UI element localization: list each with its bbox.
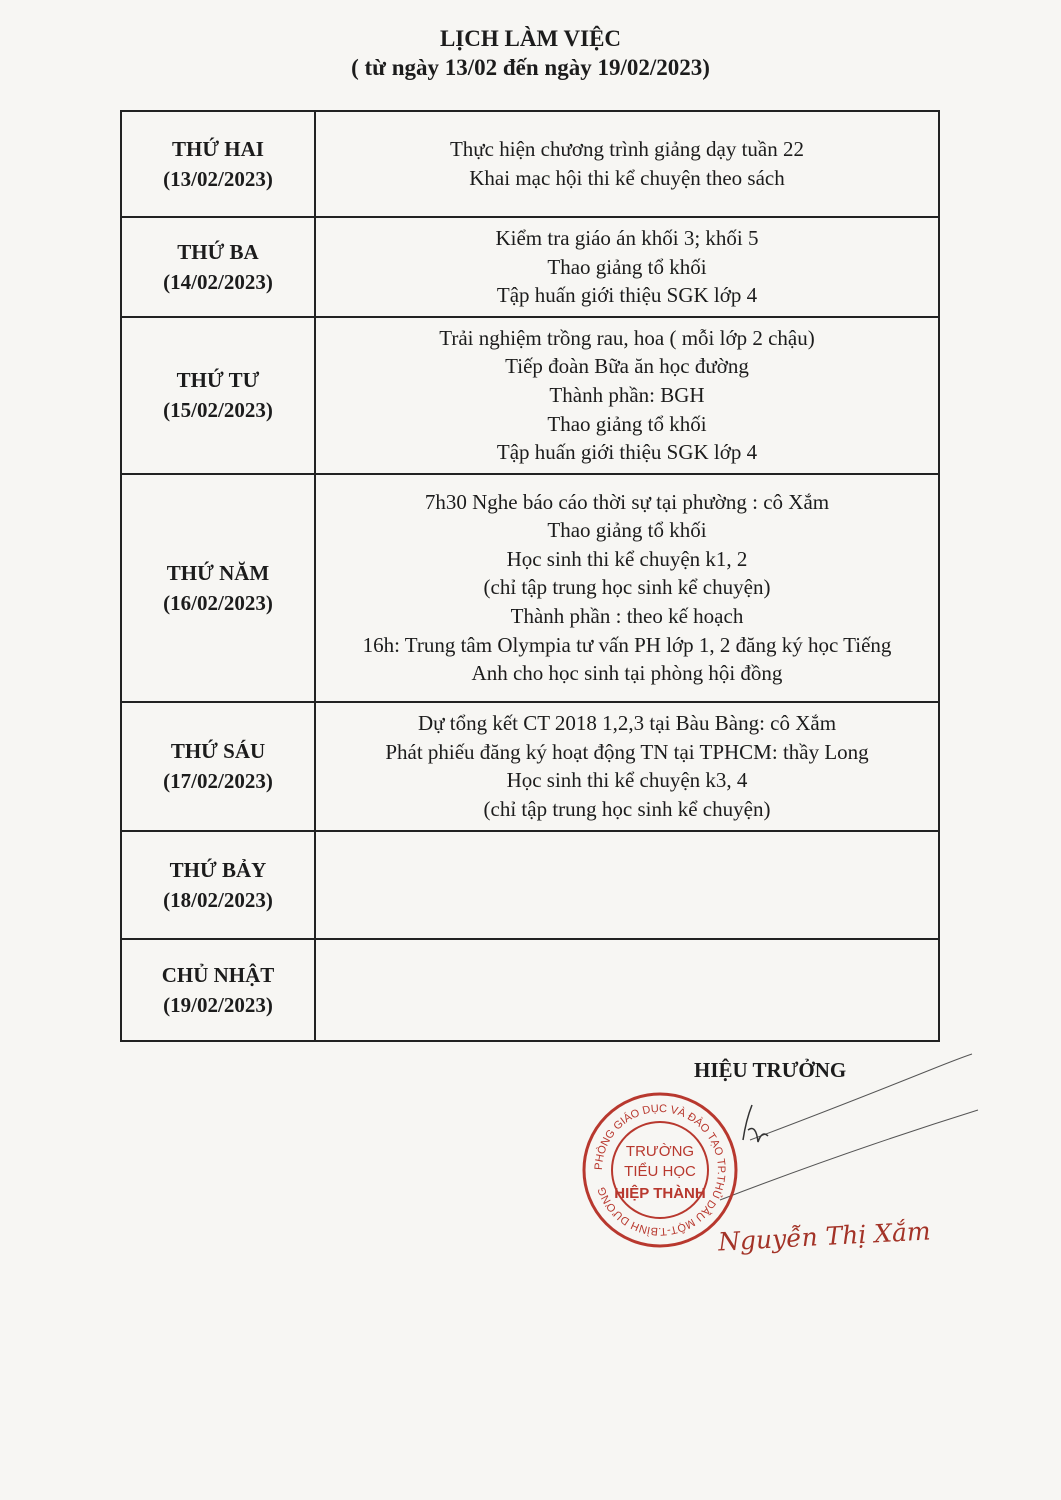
task-line: Học sinh thi kể chuyện k3, 4: [506, 768, 748, 793]
day-cell: [121, 702, 315, 831]
day-name: THỨ TƯ: [176, 368, 260, 393]
schedule-table: [120, 110, 940, 1042]
task-line: Thao giảng tổ khối: [547, 518, 707, 543]
tasks-cell: [315, 217, 939, 317]
day-cell: [121, 111, 315, 217]
signature-block: [560, 1050, 980, 1300]
schedule-row: [121, 111, 939, 217]
task-line: 16h: Trung tâm Olympia tư vấn PH lớp 1, 2 đăng ký học Tiếng: [362, 632, 892, 657]
day-name: THỨ HAI: [172, 137, 264, 161]
task-line: Dự tổng kết CT 2018 1,2,3 tại Bàu Bàng: cô Xắm: [417, 711, 837, 736]
stamp-ring-text: PHÒNG GIÁO DỤC VÀ ĐÀO TẠO TP.THỦ DẦU MỘT-T.BÌNH DƯƠNG: [592, 1102, 728, 1238]
day-date: (15/02/2023): [163, 398, 273, 423]
task-line: Học sinh thi kể chuyện k1, 2: [506, 546, 748, 571]
day-name: THỨ SÁU: [170, 739, 266, 764]
schedule-row: [121, 317, 939, 474]
task-line: (chỉ tập trung học sinh kể chuyện): [483, 796, 771, 821]
day-cell: [121, 317, 315, 474]
day-date: (17/02/2023): [163, 769, 273, 794]
principal-signature-name: Nguyễn Thị Xắm: [717, 1216, 932, 1257]
task-line: Tiếp đoàn Bữa ăn học đường: [505, 354, 749, 379]
task-line: Thực hiện chương trình giảng dạy tuần 22: [449, 137, 805, 162]
document-title: LỊCH LÀM VIỆC: [439, 26, 622, 51]
task-line: Tập huấn giới thiệu SGK lớp 4: [496, 440, 758, 465]
tasks-cell: [315, 831, 939, 939]
day-date: (18/02/2023): [163, 887, 273, 912]
task-line: Thành phần : theo kế hoạch: [510, 604, 744, 629]
stamp-line-2: TIỂU HỌC: [624, 1163, 696, 1180]
day-name: THỨ BẢY: [169, 857, 267, 882]
tasks-cell: [315, 317, 939, 474]
task-line: Thao giảng tổ khối: [547, 254, 707, 279]
task-line: Trải nghiệm trồng rau, hoa ( mỗi lớp 2 chậu): [439, 325, 815, 350]
school-stamp: [580, 1090, 740, 1250]
schedule-row: [121, 702, 939, 831]
task-line: Kiểm tra giáo án khối 3; khối 5: [495, 226, 759, 250]
task-line: Thành phần: BGH: [549, 382, 705, 407]
day-date: (16/02/2023): [163, 590, 273, 615]
day-date: (14/02/2023): [163, 269, 273, 294]
task-line: Anh cho học sinh tại phòng hội đồng: [471, 661, 783, 686]
day-cell: [121, 939, 315, 1041]
day-name: CHỦ NHẬT: [161, 962, 275, 987]
task-line: Khai mạc hội thi kể chuyện theo sách: [469, 166, 785, 190]
stamp-line-3: HIỆP THÀNH: [614, 1185, 706, 1202]
task-line: Phát phiếu đăng ký hoạt động TN tại TPHCM: thầy Long: [385, 739, 869, 764]
task-line: 7h30 Nghe báo cáo thời sự tại phường : cô Xắm: [424, 489, 830, 514]
day-cell: [121, 217, 315, 317]
day-date: (19/02/2023): [163, 992, 273, 1017]
schedule-row: [121, 939, 939, 1041]
task-line: (chỉ tập trung học sinh kể chuyện): [483, 575, 771, 600]
day-name: THỨ NĂM: [166, 560, 270, 585]
task-line: Tập huấn giới thiệu SGK lớp 4: [496, 283, 758, 308]
schedule-row: [121, 831, 939, 939]
schedule-row: [121, 217, 939, 317]
day-cell: [121, 831, 315, 939]
tasks-cell: [315, 702, 939, 831]
day-name: THỨ BA: [177, 239, 259, 264]
schedule-row: [121, 474, 939, 702]
task-line: Thao giảng tổ khối: [547, 411, 707, 436]
signature-title: HIỆU TRƯỞNG: [694, 1058, 847, 1082]
tasks-cell: [315, 111, 939, 217]
document-header: [0, 24, 1061, 82]
tasks-cell: [315, 474, 939, 702]
day-cell: [121, 474, 315, 702]
tasks-cell: [315, 939, 939, 1041]
day-date: (13/02/2023): [163, 167, 273, 191]
document-subtitle: ( từ ngày 13/02 đến ngày 19/02/2023): [351, 55, 710, 80]
stamp-line-1: TRƯỜNG: [625, 1143, 695, 1160]
